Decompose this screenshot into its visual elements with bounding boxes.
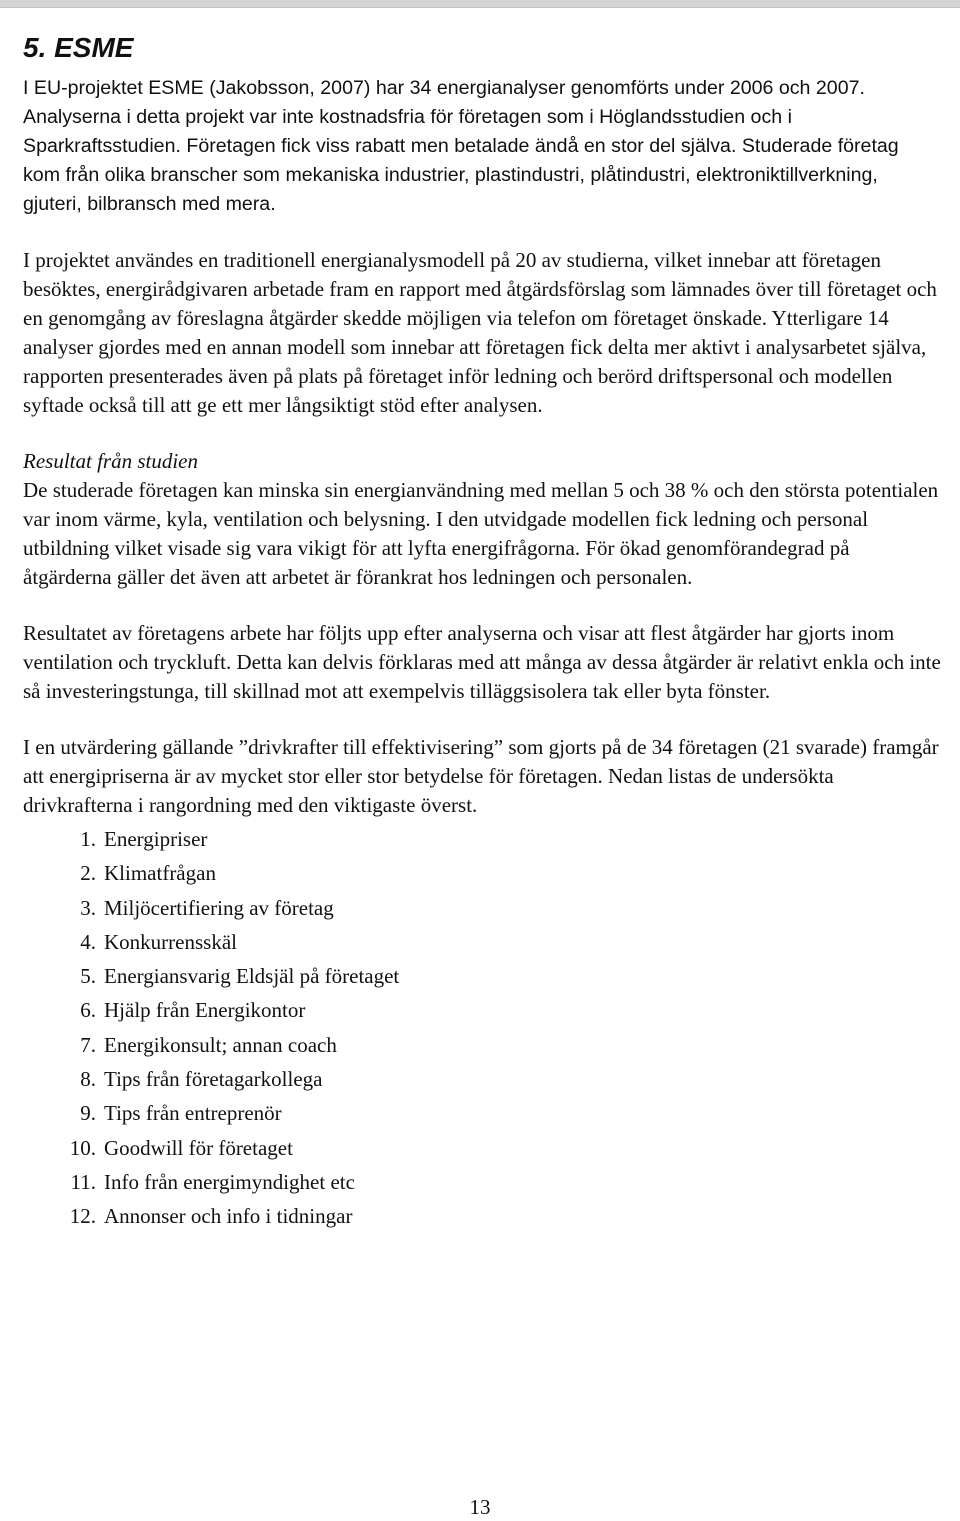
list-label: Klimatfrågan [104, 861, 216, 886]
list-label: Tips från entreprenör [104, 1101, 282, 1126]
section-title: 5. ESME [23, 32, 134, 63]
paragraph-gap [23, 219, 941, 246]
list-number: 10. [69, 1135, 96, 1160]
list-item [23, 822, 941, 856]
list-number: 12. [69, 1204, 96, 1229]
list-number: 11. [70, 1169, 96, 1194]
list-item [23, 891, 941, 925]
list-number: 7. [80, 1032, 96, 1057]
list-number: 2. [80, 861, 96, 886]
list-item [23, 1199, 941, 1233]
list-label: Tips från företagarkollega [104, 1067, 323, 1092]
method-paragraph: I projektet användes en traditionell energianalysmodell på 20 av studierna, vilket innebar att företagen besöktes, energirådgivaren arbetade fram en rapport med åtgärdsförslag som lämnades över till företaget och en genomgång av föreslagna åtgärder skedde möjligen via telefon om företaget önskade. Ytterligare 14 analyser gjordes med en annan modell som innebar att företagen fick delta mer aktivt i analysarbetet själva, rapporten presenterades även på plats på företaget inför ledning och berörd driftspersonal och modellen syftade också till att ge ett mer långsiktigt stöd efter analysen. [23, 248, 937, 417]
list-label: Miljöcertifiering av företag [104, 895, 334, 920]
list-number: 6. [80, 998, 96, 1023]
document-page [23, 28, 941, 1234]
evaluation-paragraph: I en utvärdering gällande ”drivkrafter till effektivisering” som gjorts på de 34 företagen (21 svarade) framgår att energipriserna är av mycket stor eller stor betydelse för företagen. Nedan listas de undersökta drivkrafterna i rangordning med den viktigaste överst. [23, 735, 939, 817]
list-item [23, 856, 941, 890]
list-number: 8. [80, 1067, 96, 1092]
list-number: 5. [80, 964, 96, 989]
paragraph-gap [23, 592, 941, 619]
results-heading: Resultat från studien [23, 449, 198, 473]
list-number: 3. [80, 895, 96, 920]
results-paragraph: De studerade företagen kan minska sin energianvändning med mellan 5 och 38 % och den största potentialen var inom värme, kyla, ventilation och belysning. I den utvidgade modellen fick ledning och personal utbildning vilket visade sig vara vikigt för att lyfta energifrågorna. För ökad genomförandegrad på åtgärderna gäller det även att arbetet är förankrat hos ledningen och personalen. [23, 478, 939, 589]
list-item [23, 1028, 941, 1062]
list-item [23, 925, 941, 959]
intro-paragraph: I EU-projektet ESME (Jakobsson, 2007) har 34 energianalyser genomförts under 2006 och 2007. Analyserna i detta projekt var inte kostnadsfria för företagen som i Höglandsstudien och i Sparkraftsstudien. Företagen fick viss rabatt men betalade ändå en stor del själva. Studerade företag kom från olika branscher som mekaniska industrier, plastindustri, plåtindustri, elektroniktillverkning, gjuteri, bilbransch med mera. [23, 77, 899, 215]
paragraph-gap [23, 706, 941, 733]
list-item [23, 1062, 941, 1096]
list-label: Energipriser [104, 827, 208, 851]
list-item [23, 1165, 941, 1199]
page-number: 13 [469, 1495, 491, 1519]
list-label: Goodwill för företaget [104, 1135, 293, 1160]
list-label: Hjälp från Energikontor [104, 998, 306, 1023]
list-label: Energiansvarig Eldsjäl på företaget [104, 964, 400, 989]
list-number: 1. [80, 827, 96, 851]
paragraph-gap [23, 420, 941, 447]
list-item [23, 1131, 941, 1165]
list-label: Energikonsult; annan coach [104, 1032, 337, 1057]
list-label: Info från energimyndighet etc [104, 1169, 355, 1194]
list-item [23, 1096, 941, 1130]
list-item [23, 993, 941, 1027]
drivers-list [23, 822, 941, 1234]
list-number: 9. [80, 1101, 96, 1126]
list-label: Annonser och info i tidningar [104, 1204, 353, 1229]
list-number: 4. [80, 929, 96, 954]
list-item [23, 959, 941, 993]
followup-paragraph: Resultatet av företagens arbete har följts upp efter analyserna och visar att flest åtgärder har gjorts inom ventilation och tryckluft. Detta kan delvis förklaras med att många av dessa åtgärder är relativt enkla och inte så investeringstunga, till skillnad mot att exempelvis tilläggsisolera tak eller byta fönster. [23, 621, 941, 703]
list-label: Konkurrensskäl [104, 929, 237, 954]
top-border [0, 0, 960, 8]
